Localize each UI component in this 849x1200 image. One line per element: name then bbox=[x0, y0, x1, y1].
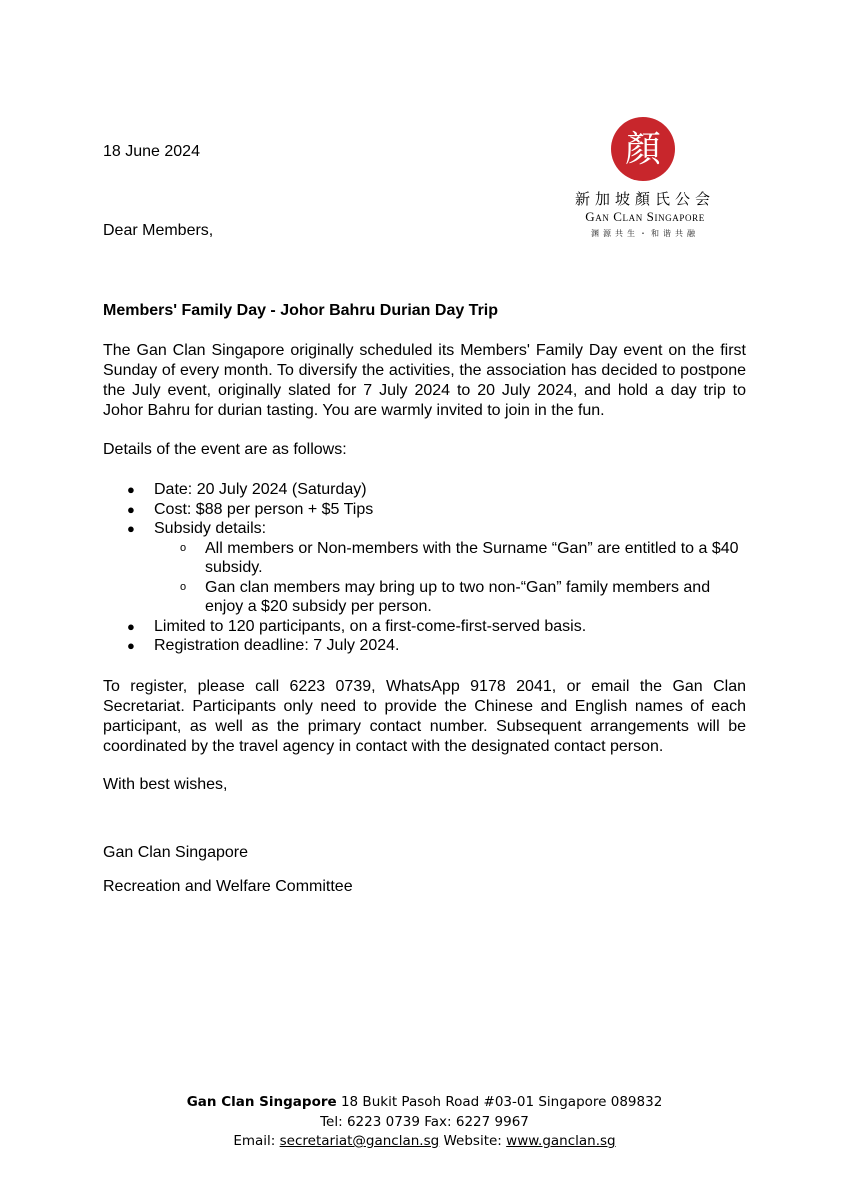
bullet-icon: ● bbox=[127, 482, 135, 497]
email-link[interactable]: secretariat@ganclan.sg bbox=[279, 1133, 440, 1149]
footer-address-line bbox=[0, 1093, 849, 1113]
gan-clan-logo bbox=[560, 116, 730, 246]
bullet-icon: ● bbox=[127, 521, 135, 536]
circle-bullet-icon: o bbox=[180, 541, 187, 554]
bullet-icon: ● bbox=[127, 618, 135, 634]
letter-heading: Members' Family Day - Johor Bahru Durian Day Trip bbox=[103, 302, 499, 319]
subsidy-family: Gan clan members may bring up to two non-“Gan” family members and enjoy a $20 subsidy per person. bbox=[205, 578, 711, 615]
logo-english-name: Gan Clan Singapore bbox=[585, 209, 705, 224]
seal-char: 顏 bbox=[624, 129, 662, 170]
list-item bbox=[154, 539, 746, 578]
list-item bbox=[154, 578, 746, 617]
footer-website-label: Website: bbox=[439, 1133, 507, 1149]
subsidy-gan: All members or Non-members with the Surname “Gan” are entitled to a $40 subsidy. bbox=[205, 539, 739, 576]
closing: With best wishes, bbox=[103, 776, 228, 793]
intro-paragraph: The Gan Clan Singapore originally scheduled its Members' Family Day event on the first Sunday of every month. To diversify the activities, the association has decided to postpone the July event, originally slated for 7 July 2024 to 20 July 2024, and hold a day trip to Johor Bahru for durian tasting. You are warmly invited to join in the fun. bbox=[103, 342, 746, 419]
bullet-icon: ● bbox=[127, 501, 135, 517]
signature-org: Gan Clan Singapore bbox=[103, 844, 248, 861]
detail-subsidy: Subsidy details: bbox=[154, 520, 267, 537]
greeting: Dear Members, bbox=[103, 222, 214, 239]
logo-motto: 渊源共生・和谐共融 bbox=[591, 229, 699, 238]
detail-limit: Limited to 120 participants, on a first-come-first-served basis. bbox=[154, 617, 587, 635]
list-item bbox=[103, 519, 746, 617]
footer-contact-line bbox=[0, 1132, 849, 1152]
footer-phones: Tel: 6223 0739 Fax: 6227 9967 bbox=[320, 1113, 529, 1130]
detail-deadline: Registration deadline: 7 July 2024. bbox=[154, 637, 400, 654]
list-item bbox=[103, 636, 746, 656]
letter-date: 18 June 2024 bbox=[103, 143, 200, 160]
detail-date: Date: 20 July 2024 (Saturday) bbox=[154, 481, 367, 498]
footer bbox=[0, 1093, 849, 1152]
list-item bbox=[103, 500, 746, 520]
website-link[interactable]: www.ganclan.sg bbox=[506, 1133, 616, 1149]
registration-paragraph: To register, please call 6223 0739, WhatsApp 9178 2041, or email the Gan Clan Secretariat. Participants only need to provide the Chinese and English names of each participant, as well as the primary contact number. Subsequent arrangements will be coordinated by the travel agency in contact with the designated contact person. bbox=[103, 678, 746, 755]
logo-chinese-name: 新加坡顏氏公会 bbox=[574, 190, 715, 208]
event-details-list bbox=[103, 480, 746, 656]
detail-cost: Cost: $88 per person + $5 Tips bbox=[154, 500, 374, 518]
footer-email-label: Email: bbox=[233, 1133, 280, 1149]
list-item bbox=[103, 617, 746, 637]
footer-address: 18 Bukit Pasoh Road #03-01 Singapore 089832 bbox=[336, 1094, 663, 1110]
details-intro: Details of the event are as follows: bbox=[103, 441, 347, 458]
signature-committee: Recreation and Welfare Committee bbox=[103, 878, 353, 895]
bullet-icon: ● bbox=[127, 638, 135, 653]
footer-org: Gan Clan Singapore bbox=[186, 1094, 337, 1110]
seal-icon bbox=[610, 116, 676, 182]
subsidy-list bbox=[154, 539, 746, 617]
list-item bbox=[103, 480, 746, 500]
circle-bullet-icon: o bbox=[180, 580, 187, 593]
